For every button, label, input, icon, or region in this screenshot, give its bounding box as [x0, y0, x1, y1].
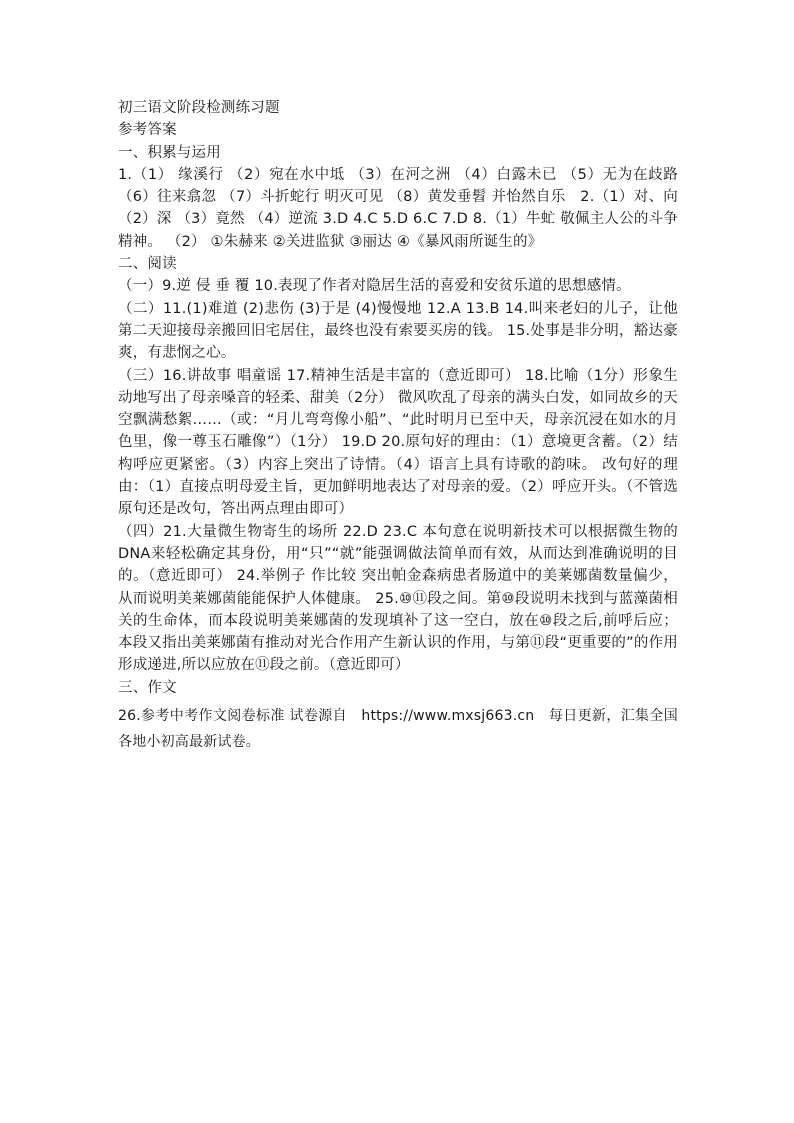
document-title: 初三语文阶段检测练习题: [118, 100, 280, 116]
answers-reading-part-3: （三）16.讲故事 唱童谣 17.精神生活是丰富的（意近即可） 18.比喻（1分）形象生动地写出了母亲嗓音的轻柔、甜美（2分） 微风吹乱了母亲的满头白发，如同故乡的天空飘满愁絮……（或：“月儿弯弯像小船”、“此时明月已至中天，母亲沉浸在如水的月色里，像一尊玉石雕像”）（1分） 19.D 20.原句好的理由：（1）意境更含蓄。（2）结构呼应更紧密。（3）内容上突出了诗情。（4）语言上具有诗歌的韵味。 改句好的理由：（1）直接点明母爱主旨，更加鲜明地表达了对母亲的爱。（2）呼应开头。（不管选原句还是改句，答出两点理由即可）: [118, 367, 678, 518]
answers-accumulation: 1.（1） 缘溪行 （2）宛在水中坻 （3）在河之洲 （4）白露未已 （5）无为在歧路 （6）往来翕忽 （7）斗折蛇行 明灭可见 （8）黄发垂髫 并怡然自乐 2.（1）对、向 （2）深 （3）竟然 （4）逆流 3.D 4.C 5.D 6.C 7.D 8.（1）牛虻 敬佩主人公的斗争精神。 （2） ①朱赫来 ②关进监狱 ③丽达 ④《暴风雨所诞生的》: [118, 166, 678, 250]
section-heading-reading: 二、阅读: [118, 256, 177, 273]
answers-composition: 26.参考中考作文阅卷标准 试卷源自 https://www.mxsj663.cn 每日更新，汇集全国各地小初高最新试卷。: [118, 708, 678, 751]
answers-reading-part-4: （四）21.大量微生物寄生的场所 22.D 23.C 本句意在说明新技术可以根据微生物的DNA来轻松确定其身份，用“只”“就”能强调做法简单而有效，从而达到准确说明的目的。（意近即可） 24.举例子 作比较 突出帕金森病患者肠道中的美莱娜菌数量偏少，从而说明美莱娜菌能能保护人体健康。 25.⑩⑪段之间。第⑩段说明未找到与蓝藻菌相关的生命体，而本段说明美莱娜菌的发现填补了这一空白，放在⑩段之后,前呼后应；本段又指出美莱娜菌有推动对光合作用产生新认识的作用，与第⑪段“更重要的”的作用形成递进,所以应放在⑪段之前。（意近即可）: [118, 523, 678, 674]
answers-reading-part-2: （二）11.(1)难道 (2)悲伤 (3)于是 (4)慢慢地 12.A 13.B 14.叫来老妇的儿子，让他第二天迎接母亲搬回旧宅居住，最终也没有索要买房的钱。 15.处事是非分明，豁达豪爽，有悲悯之心。: [118, 300, 678, 362]
answers-reading-part-1: （一）9.逆 侵 垂 覆 10.表现了作者对隐居生活的喜爱和安贫乐道的思想感情。: [118, 278, 631, 295]
document-body: [118, 97, 678, 755]
section-heading-accumulation: 一、积累与运用: [118, 144, 221, 161]
section-heading-composition: 三、作文: [118, 679, 177, 696]
document-subtitle: 参考答案: [118, 122, 177, 139]
